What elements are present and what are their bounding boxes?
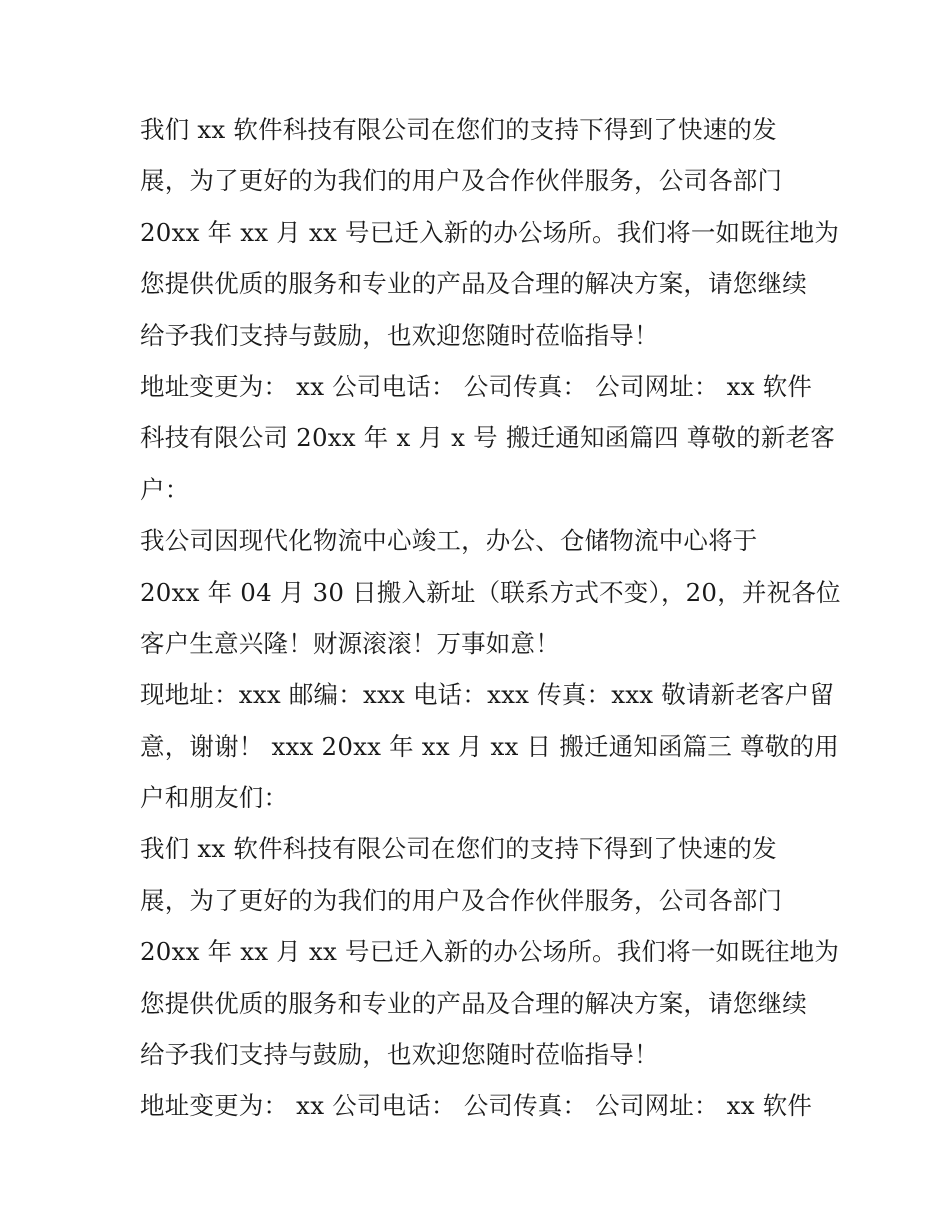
document-body bbox=[140, 104, 841, 1132]
text-line: 科技有限公司 20xx 年 x 月 x 号 搬迁通知函篇四 尊敬的新老客 bbox=[140, 423, 835, 453]
text-line: 地址变更为： xx 公司电话： 公司传真： 公司网址： xx 软件 bbox=[140, 371, 813, 401]
text-line: 您提供优质的服务和专业的产品及合理的解决方案，请您继续 bbox=[140, 988, 807, 1018]
text-line: 20xx 年 xx 月 xx 号已迁入新的办公场所。我们将一如既往地为 bbox=[140, 937, 840, 967]
text-line: 20xx 年 xx 月 xx 号已迁入新的办公场所。我们将一如既往地为 bbox=[140, 217, 840, 247]
text-line: 展，为了更好的为我们的用户及合作伙伴服务，公司各部门 bbox=[140, 166, 783, 196]
text-line: 20xx 年 04 月 30 日搬入新址（联系方式不变），20，并祝各位 bbox=[140, 577, 841, 607]
text-line: 我公司因现代化物流中心竣工，办公、仓储物流中心将于 bbox=[140, 526, 758, 556]
text-line: 地址变更为： xx 公司电话： 公司传真： 公司网址： xx 软件 bbox=[140, 1091, 813, 1121]
text-line: 意，谢谢！ xxx 20xx 年 xx 月 xx 日 搬迁通知函篇三 尊敬的用 bbox=[140, 731, 839, 761]
text-line: 客户生意兴隆！财源滚滚！万事如意！ bbox=[140, 628, 560, 658]
text-line: 给予我们支持与鼓励，也欢迎您随时莅临指导！ bbox=[140, 320, 659, 350]
text-line: 户和朋友们： bbox=[140, 783, 289, 813]
text-line: 现地址：xxx 邮编：xxx 电话：xxx 传真：xxx 敬请新老客户留 bbox=[140, 680, 835, 710]
text-line: 我们 xx 软件科技有限公司在您们的支持下得到了快速的发 bbox=[140, 834, 777, 864]
text-line: 您提供优质的服务和专业的产品及合理的解决方案，请您继续 bbox=[140, 269, 807, 299]
text-line: 展，为了更好的为我们的用户及合作伙伴服务，公司各部门 bbox=[140, 885, 783, 915]
text-line: 户： bbox=[140, 474, 190, 504]
text-line: 给予我们支持与鼓励，也欢迎您随时莅临指导！ bbox=[140, 1040, 659, 1070]
text-line: 我们 xx 软件科技有限公司在您们的支持下得到了快速的发 bbox=[140, 115, 777, 144]
